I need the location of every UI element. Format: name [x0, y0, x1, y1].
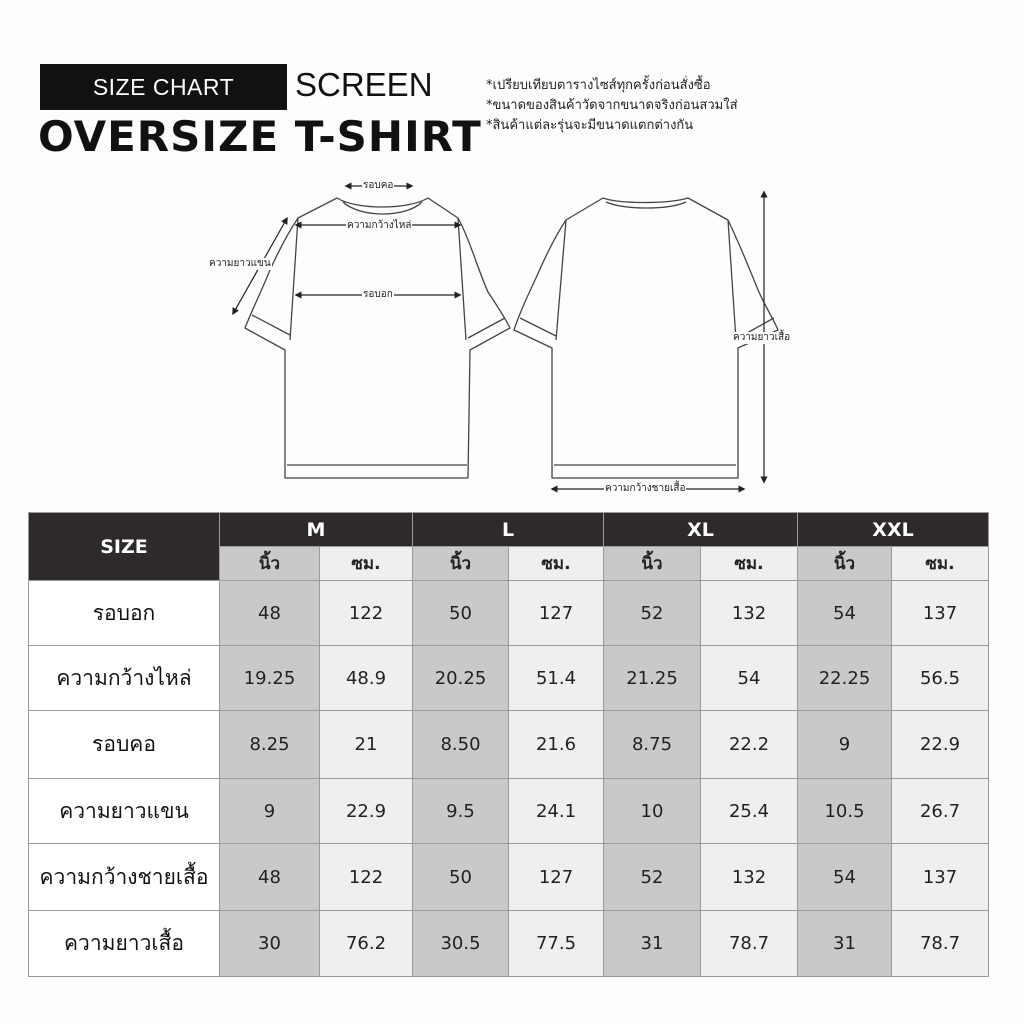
- table-row: [29, 911, 989, 977]
- table-cell: 9: [220, 779, 320, 844]
- table-row: [29, 779, 989, 844]
- table-cell: 48: [220, 844, 320, 911]
- size-chart-badge: [40, 64, 287, 110]
- note-item: *สินค้าแต่ละรุ่นจะมีขนาดแตกต่างกัน: [486, 118, 694, 133]
- table-cell: 21: [320, 711, 413, 779]
- table-cell: 26.7: [892, 779, 989, 844]
- table-cell: 78.7: [892, 911, 989, 977]
- table-cell: 25.4: [701, 779, 798, 844]
- sleeve-label: ความยาวแขน: [209, 258, 271, 269]
- table-cell: 122: [320, 581, 413, 646]
- table-cell: 137: [892, 844, 989, 911]
- size-l-header: L: [413, 513, 604, 547]
- row-label: รอบอก: [29, 581, 220, 646]
- table-row: [29, 844, 989, 911]
- table-cell: 54: [798, 844, 892, 911]
- unit-cm-header: ซม.: [509, 547, 604, 581]
- chest-label: รอบอก: [363, 289, 393, 300]
- neck-label: รอบคอ: [363, 180, 394, 191]
- table-cell: 78.7: [701, 911, 798, 977]
- table-cell: 8.25: [220, 711, 320, 779]
- table-cell: 77.5: [509, 911, 604, 977]
- shoulder-label: ความกว้างไหล่: [347, 220, 412, 231]
- table-cell: 56.5: [892, 646, 989, 711]
- unit-cm-header: ซม.: [320, 547, 413, 581]
- table-cell: 127: [509, 581, 604, 646]
- table-cell: 19.25: [220, 646, 320, 711]
- table-cell: 22.9: [320, 779, 413, 844]
- unit-cm-header: ซม.: [701, 547, 798, 581]
- row-label: ความยาวแขน: [29, 779, 220, 844]
- table-cell: 132: [701, 844, 798, 911]
- tshirt-illustration: [0, 160, 1024, 510]
- table-cell: 10.5: [798, 779, 892, 844]
- size-xl-header: XL: [604, 513, 798, 547]
- table-cell: 22.2: [701, 711, 798, 779]
- unit-inch-header: นิ้ว: [220, 547, 320, 581]
- table-cell: 31: [798, 911, 892, 977]
- table-cell: 52: [604, 581, 701, 646]
- table-cell: 122: [320, 844, 413, 911]
- unit-cm-header: ซม.: [892, 547, 989, 581]
- table-cell: 54: [798, 581, 892, 646]
- table-cell: 50: [413, 844, 509, 911]
- size-table: [28, 512, 989, 977]
- table-cell: 21.25: [604, 646, 701, 711]
- tshirt-diagram: [0, 160, 1024, 510]
- table-cell: 24.1: [509, 779, 604, 844]
- note-item: *เปรียบเทียบตารางไซส์ทุกครั้งก่อนสั่งซื้อ: [486, 78, 711, 93]
- unit-inch-header: นิ้ว: [604, 547, 701, 581]
- table-cell: 30: [220, 911, 320, 977]
- table-cell: 127: [509, 844, 604, 911]
- page-title: OVERSIZE T-SHIRT: [38, 112, 482, 161]
- unit-inch-header: นิ้ว: [798, 547, 892, 581]
- table-cell: 76.2: [320, 911, 413, 977]
- table-row: [29, 581, 989, 646]
- table-row: [29, 646, 989, 711]
- table-row: [29, 711, 989, 779]
- table-cell: 137: [892, 581, 989, 646]
- table-cell: 9: [798, 711, 892, 779]
- table-cell: 8.50: [413, 711, 509, 779]
- size-chart-badge-label: SIZE CHART: [92, 73, 235, 100]
- table-cell: 30.5: [413, 911, 509, 977]
- table-cell: 48: [220, 581, 320, 646]
- size-header: SIZE: [29, 513, 220, 581]
- table-cell: 22.9: [892, 711, 989, 779]
- notes-list: [486, 76, 738, 136]
- table-cell: 48.9: [320, 646, 413, 711]
- note-item: *ขนาดของสินค้าวัดจากขนาดจริงก่อนสวมใส่: [486, 98, 738, 113]
- table-cell: 8.75: [604, 711, 701, 779]
- table-cell: 22.25: [798, 646, 892, 711]
- table-cell: 132: [701, 581, 798, 646]
- hem-label: ความกว้างชายเสื้อ: [605, 483, 686, 494]
- table-cell: 9.5: [413, 779, 509, 844]
- row-label: ความกว้างชายเสื้อ: [29, 844, 220, 911]
- table-cell: 10: [604, 779, 701, 844]
- table-cell: 31: [604, 911, 701, 977]
- table-cell: 52: [604, 844, 701, 911]
- unit-inch-header: นิ้ว: [413, 547, 509, 581]
- row-label: ความยาวเสื้อ: [29, 911, 220, 977]
- table-cell: 20.25: [413, 646, 509, 711]
- row-label: รอบคอ: [29, 711, 220, 779]
- table-cell: 50: [413, 581, 509, 646]
- table-cell: 21.6: [509, 711, 604, 779]
- front-shirt-icon: [245, 198, 510, 478]
- table-cell: 54: [701, 646, 798, 711]
- length-label: ความยาวเสื้อ: [733, 332, 791, 343]
- size-m-header: M: [220, 513, 413, 547]
- size-xxl-header: XXL: [798, 513, 989, 547]
- row-label: ความกว้างไหล่: [29, 646, 220, 711]
- table-cell: 51.4: [509, 646, 604, 711]
- screen-subtitle: SCREEN: [295, 66, 433, 103]
